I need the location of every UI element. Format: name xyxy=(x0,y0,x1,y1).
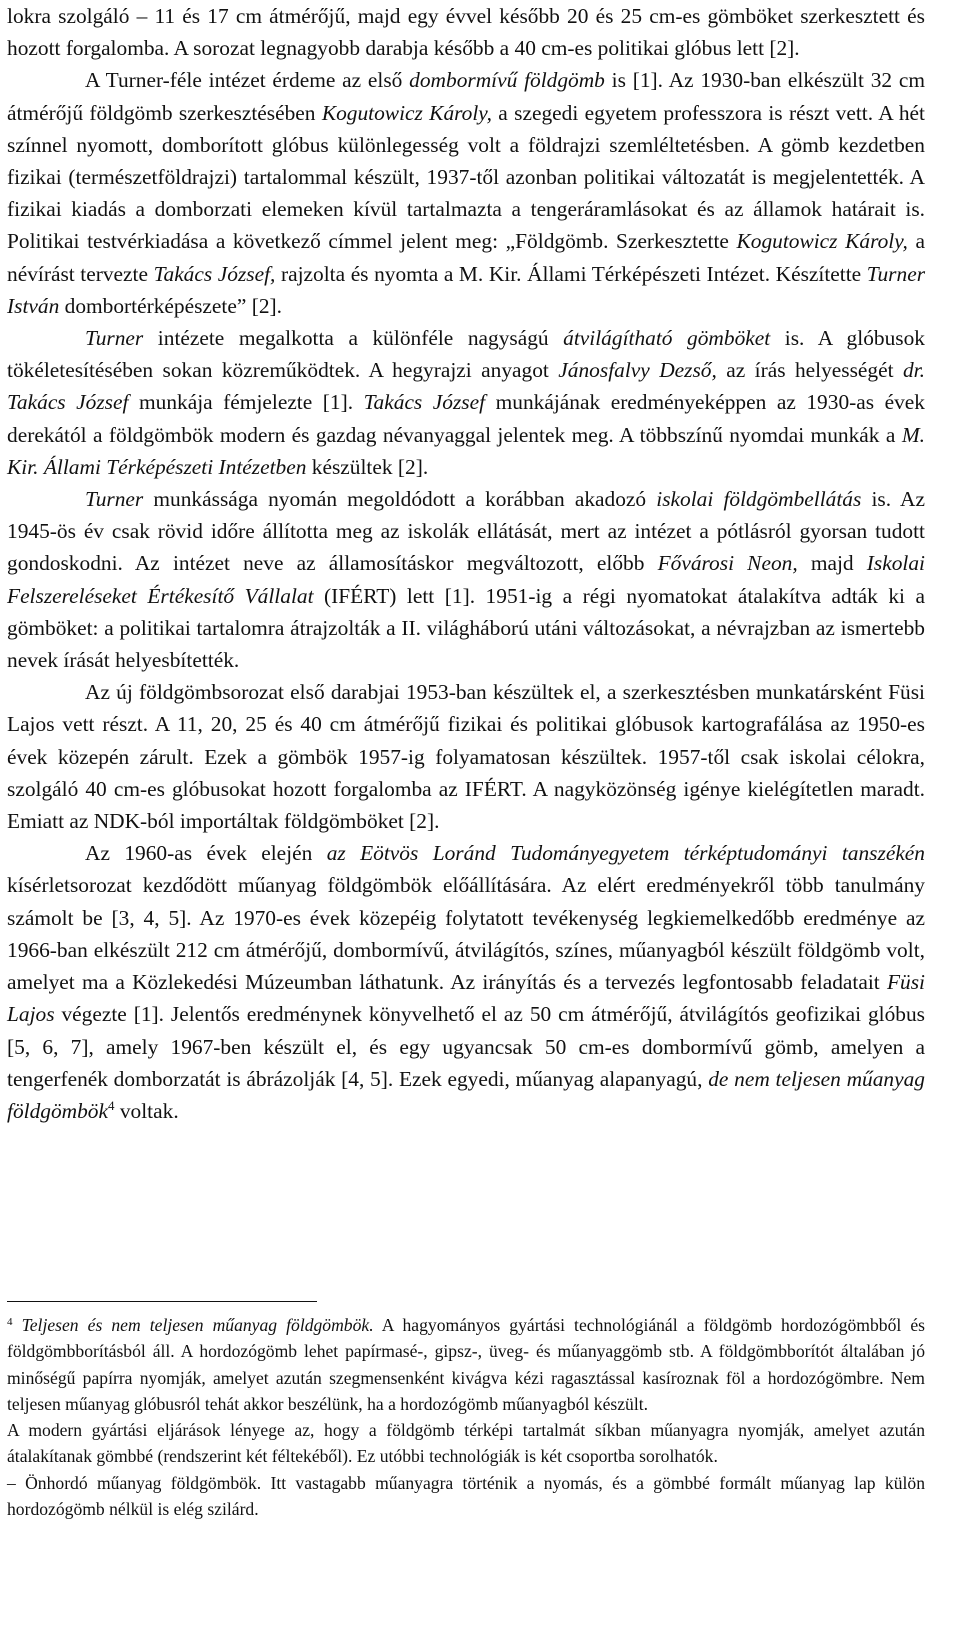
document-page xyxy=(7,0,925,1127)
text-span: is. A glóbusok tökéletesítésében sokan közreműködtek. A hegyrajzi anyagot xyxy=(7,326,925,383)
italic-span: Kogutowicz Károly, xyxy=(736,229,908,254)
paragraph xyxy=(7,64,925,322)
text-span: dombortérképészete” [2]. xyxy=(59,293,282,318)
italic-span: Turner István xyxy=(7,261,926,318)
paragraph xyxy=(7,322,925,483)
footnotes xyxy=(7,1312,925,1522)
text-span: Az 1960-as évek elején xyxy=(85,841,327,866)
italic-span: Turner xyxy=(85,326,144,351)
text-span: munkájának eredményeképpen az 1930-as évek derekától a földgömbök modern és gazdag névanyaggal jelentek meg. A többszínű nyomdai munkák a xyxy=(7,390,925,447)
text-span xyxy=(13,1315,22,1335)
paragraph xyxy=(7,676,925,837)
body-text xyxy=(7,0,925,1127)
footnote-separator xyxy=(7,1301,317,1302)
italic-span: Füsi Lajos xyxy=(7,970,925,1027)
italic-span: Takács József, xyxy=(153,261,276,286)
text-span: intézete megalkotta a különféle nagyságú xyxy=(143,326,564,351)
text-span: Az új földgömbsorozat első darabjai 1953-ban készültek el, a szerkesztésben munkatársként Füsi Lajos vett részt. A 11, 20, 25 és 40 cm átmérőjű fizikai és politikai glóbusok kartografálása az 1950-es évek közepén zárult. Ezek a gömbök 1957-ig folyamatosan készültek. 1957-től csak iskolai célokra, szolgáló 40 cm-es glóbusokat hozott forgalomba az IFÉRT. A nagyközönség igénye kielégítetlen maradt. Emiatt az NDK-ból importáltak földgömböket [2]. xyxy=(7,680,925,834)
text-span: is [1]. Az 1930-ban elkészült 32 cm átmérőjű földgömb szerkesztésében xyxy=(7,68,926,125)
text-span: a szegedi egyetem professzora is részt vett. A hét színnel nyomott, domborított glóbus különlegesség volt a földrajzi szemléltetésben. A gömb kezdetben fizikai (természetföldrajzi) tartalommal készült, 1937-től azonban politikai változatát is megjelentették. A fizikai kiadás a domborzati elemeken kívül tartalmazta a tengeráramlásokat és az államok határait is. Politikai testvérkiadása a következő címmel jelent meg: „Földgömb. Szerkesztette xyxy=(7,100,925,254)
text-span: az írás helyességét xyxy=(716,358,903,383)
text-span: végezte [1]. Jelentős eredménynek könyvelhető el az 50 cm átmérőjű, átvilágítós geofizikai glóbus [5, 6, 7], amely 1967-ben készült el, és egy ugyancsak 50 cm-es dombormívű gömb, amelyen a tengerfenék domborzatát is ábrázolják [4, 5]. Ezek egyedi, műanyag alapanyagú, xyxy=(7,1002,925,1091)
text-span: készültek [2]. xyxy=(306,454,429,479)
text-span: rajzolta és nyomta a M. Kir. Állami Térképészeti Intézet. Készítette xyxy=(275,261,867,286)
text-span: lokra szolgáló – 11 és 17 cm átmérőjű, majd egy évvel később 20 és 25 cm-es gömböket szerkesztett és hozott forgalomba. A sorozat legnagyobb darabja később a 40 cm-es politikai glóbus lett [2]. xyxy=(7,4,925,61)
footnote-paragraph xyxy=(7,1470,925,1523)
text-span: A modern gyártási eljárások lényege az, hogy a földgömb térképi tartalmát síkban műanyagra nyomják, amelyet azután átalakítanak gömbbé (rendszerint két féltekéből). Ez utóbbi technológiák is két csoportba sorolhatók. xyxy=(7,1420,925,1467)
footnote-paragraph xyxy=(7,1312,925,1417)
text-span: kísérletsorozat kezdődött műanyag földgömbök előállítására. Az elért eredményekről több tanulmány számolt be [3, 4, 5]. Az 1970-es évek közepéig folytatott tevékenység legkiemelkedőbb eredménye az 1966-ban elkészült 212 cm átmérőjű, dombormívű, átvilágítós, színes, műanyagból készült földgömb volt, amelyet ma a Közlekedési Múzeumban láthatunk. Az irányítás és a tervezés legfontosabb feladatait xyxy=(7,873,925,995)
italic-span: iskolai földgömbellátás xyxy=(656,487,862,512)
paragraph xyxy=(7,483,925,676)
text-span: A Turner-féle intézet érdeme az első xyxy=(85,68,410,93)
italic-span: átvilágítható gömböket xyxy=(563,326,771,351)
italic-span: Teljesen és nem teljesen műanyag földgömbök. xyxy=(21,1315,374,1335)
italic-span: Takács József xyxy=(363,390,486,415)
text-span: – Önhordó műanyag földgömbök. Itt vastagabb műanyagra történik a nyomás, és a gömbbé formált műanyag lap külön hordozógömb nélkül is elég szilárd. xyxy=(7,1472,925,1520)
italic-span: Fővárosi Neon, xyxy=(657,551,798,576)
paragraph xyxy=(7,837,925,1127)
italic-span: Kogutowicz Károly, xyxy=(321,100,492,125)
paragraph xyxy=(7,0,925,64)
italic-span: M. Kir. Állami Térképészeti Intézetben xyxy=(7,422,925,479)
text-span: A hagyományos gyártási technológiánál a földgömb hordozógömbből és földgömbborításból áll. A hordozógömb lehet papírmasé-, gipsz-, üveg- és műanyaggömb stb. A földgömbborítót általában jó minőségű papírra nyomják, amelyet azután szegmensenként kivágva kézi ragasztással kasíroznak föl a hordozógömbre. Nem teljesen műanyag glóbusról tehát akkor beszélünk, ha a hordozógömb műanyagból készült. xyxy=(7,1315,925,1414)
footnote-reference: 4 xyxy=(108,1097,115,1113)
italic-span: Turner xyxy=(85,487,144,512)
italic-span: az Eötvös Loránd Tudományegyetem térképtudományi tanszékén xyxy=(326,841,925,866)
italic-span: de nem teljesen műanyag földgömbök xyxy=(7,1066,925,1123)
italic-span: Jánosfalvy Dezső, xyxy=(558,358,717,383)
text-span: is. Az 1945-ös év csak rövid időre állította meg az iskolák ellátását, mert az intézet a pótlásról gyorsan tudott gondoskodni. Az intézet neve az államosításkor megváltozott, előbb xyxy=(7,487,925,576)
text-span: majd xyxy=(797,551,867,576)
text-span: munkája fémjelezte [1]. xyxy=(128,390,364,415)
italic-span: dr. xyxy=(902,358,925,383)
text-span: voltak. xyxy=(114,1098,179,1123)
text-span: munkássága nyomán megoldódott a korábban akadozó xyxy=(143,487,657,512)
footnote-number: 4 xyxy=(7,1316,13,1328)
text-span: a névírást tervezte xyxy=(7,229,925,286)
text-span: (IFÉRT) lett [1]. 1951-ig a régi nyomatokat átalakítva adták ki a gömböket: a politikai tartalomra átrajzolták a II. világháború utáni változásokat, a névrajzban az ismertebb nevek írását helyesbítették. xyxy=(7,583,925,673)
italic-span: dombormívű földgömb xyxy=(409,68,605,93)
italic-span: Iskolai Felszereléseket Értékesítő Vállalat xyxy=(7,551,925,608)
footnote-paragraph xyxy=(7,1417,925,1470)
italic-span: Takács József xyxy=(7,390,129,415)
